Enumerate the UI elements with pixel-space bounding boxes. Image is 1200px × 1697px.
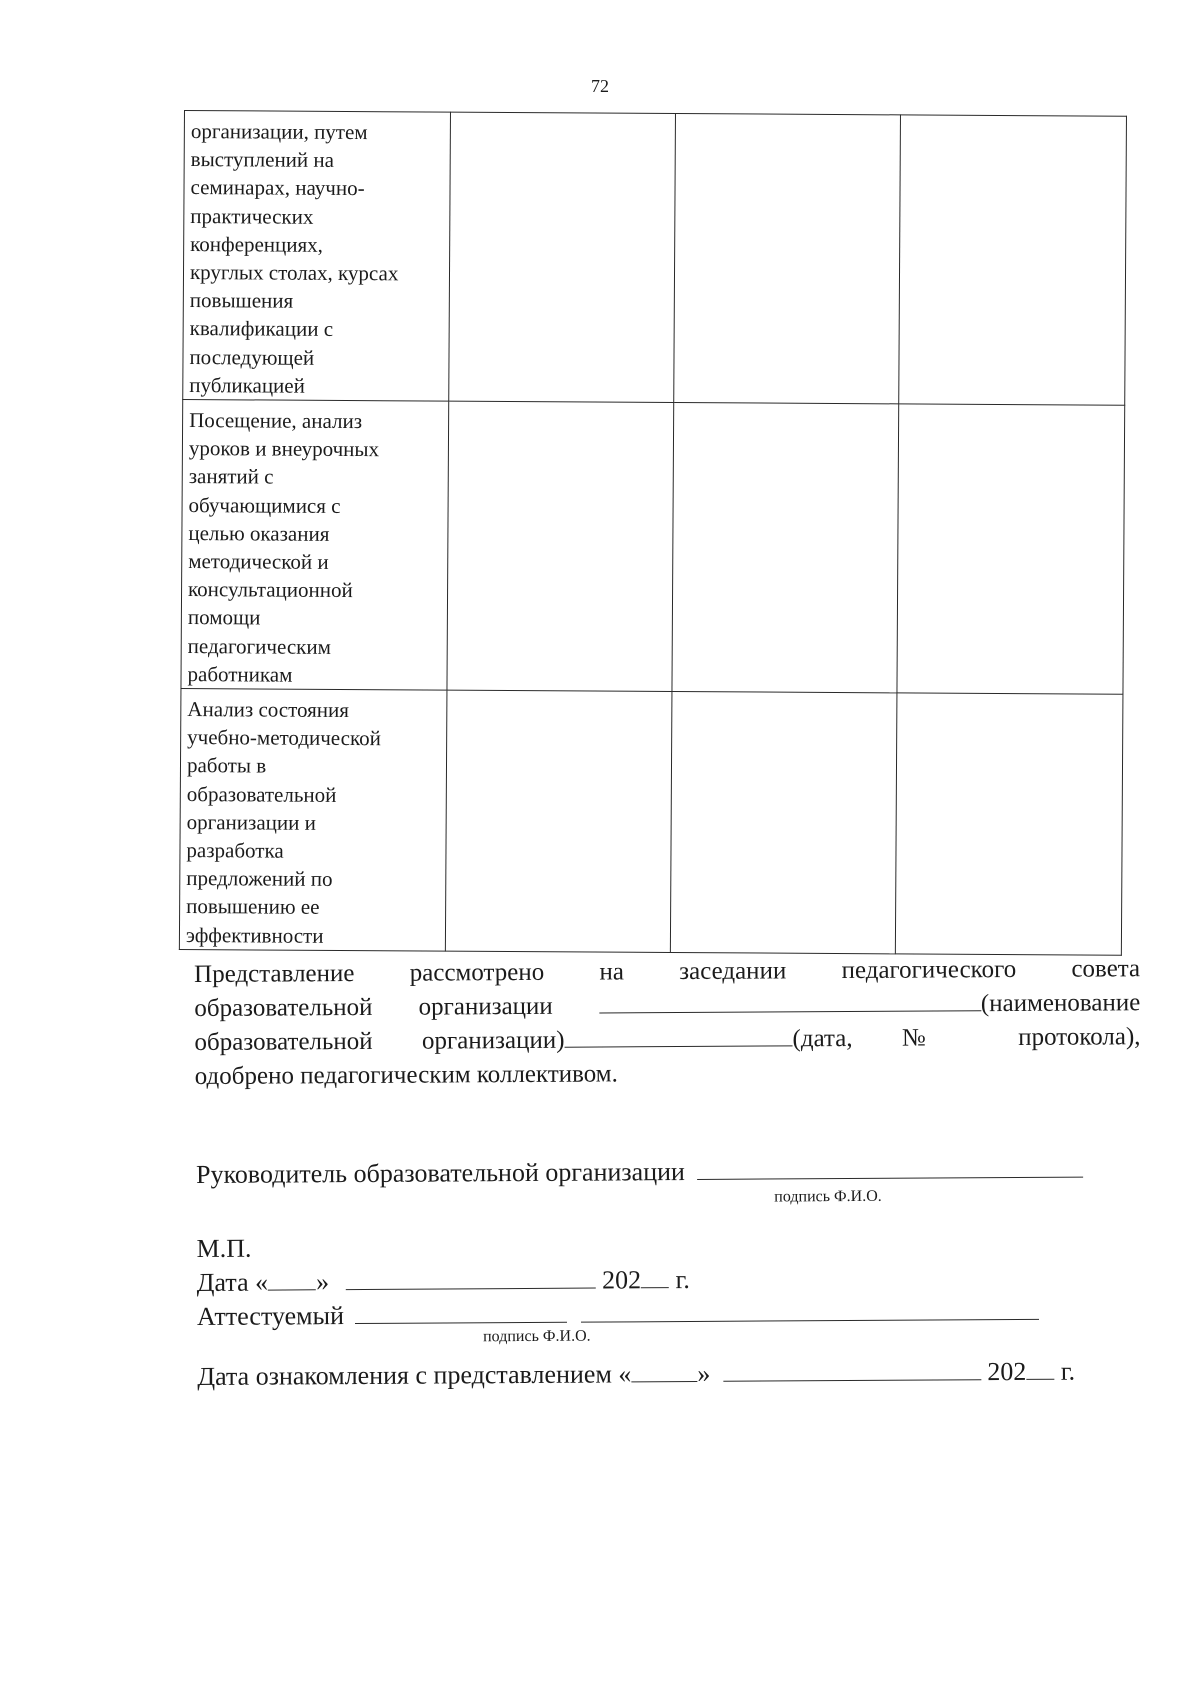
conclusion-line-3-start: образовательной организации) bbox=[194, 1026, 565, 1056]
empty-cell bbox=[445, 690, 672, 952]
director-label: Руководитель образовательной организации bbox=[196, 1157, 686, 1189]
empty-cell bbox=[897, 404, 1125, 694]
date-month-blank bbox=[345, 1266, 595, 1291]
criterion-text: Анализ состояния учебно-методической работы в образовательной организации и разработка предложений по повышению ее эффективности bbox=[185, 697, 381, 948]
conclusion-line-2-start: образовательной организации bbox=[194, 992, 553, 1022]
table-row bbox=[181, 400, 1125, 695]
attestee-row bbox=[197, 1296, 1147, 1336]
ack-year-suffix: г. bbox=[1054, 1356, 1076, 1386]
signature-block bbox=[196, 1154, 1147, 1396]
criterion-cell bbox=[183, 111, 451, 402]
date-year: 202 bbox=[601, 1265, 642, 1295]
empty-cell bbox=[449, 112, 676, 402]
table-row bbox=[179, 689, 1123, 956]
page-number: 72 bbox=[591, 76, 609, 96]
attestee-name-blank bbox=[581, 1297, 1039, 1323]
empty-cell bbox=[672, 403, 899, 693]
ack-year: 202 bbox=[987, 1356, 1027, 1387]
conclusion-line-2-end: (наименование bbox=[980, 989, 1141, 1018]
date-year-suffix: г. bbox=[668, 1264, 690, 1295]
date-prefix: Дата « bbox=[196, 1267, 269, 1297]
empty-cell bbox=[895, 693, 1123, 955]
criterion-cell bbox=[179, 689, 447, 951]
date-mid: » bbox=[315, 1267, 330, 1297]
stamp-label: М.П. bbox=[196, 1233, 252, 1263]
table-row bbox=[183, 111, 1127, 406]
attestee-label: Аттестуемый bbox=[196, 1301, 345, 1331]
acknowledgement-row bbox=[197, 1356, 1147, 1396]
conclusion-line-3 bbox=[194, 1020, 1140, 1060]
empty-cell bbox=[899, 115, 1127, 405]
empty-cell bbox=[447, 401, 674, 691]
date-year-blank bbox=[641, 1265, 669, 1288]
conclusion-line-1: Представление рассмотрено на заседании педагогического совета bbox=[194, 955, 1141, 988]
date-row bbox=[197, 1262, 1147, 1302]
director-signature-caption: подпись Ф.И.О. bbox=[774, 1187, 882, 1206]
conclusion-line-2 bbox=[194, 986, 1140, 1026]
conclusion-paragraph bbox=[194, 952, 1141, 1094]
org-name-blank bbox=[599, 988, 981, 1013]
director-signature-blank bbox=[697, 1155, 1083, 1180]
director-row bbox=[196, 1154, 1146, 1196]
empty-cell bbox=[674, 114, 901, 404]
date-day-blank bbox=[268, 1267, 316, 1290]
evaluation-table bbox=[179, 110, 1127, 956]
ack-day-blank bbox=[631, 1359, 697, 1382]
conclusion-line-3-end: (дата, № протокола), bbox=[792, 1023, 1141, 1053]
ack-prefix: Дата ознакомления с представлением « bbox=[197, 1359, 632, 1391]
ack-mid: » bbox=[697, 1358, 711, 1388]
criterion-cell bbox=[181, 400, 449, 691]
attestee-signature-blank bbox=[354, 1300, 566, 1324]
ack-month-blank bbox=[723, 1357, 981, 1382]
attestee-signature-caption: подпись Ф.И.О. bbox=[483, 1327, 591, 1346]
stamp-row bbox=[196, 1228, 1146, 1268]
criterion-text: организации, путем выступлений на семинарах, научно- практических конференциях, круглых столах, курсах повышения квалификации с последующей публикацией bbox=[189, 119, 399, 398]
empty-cell bbox=[670, 692, 897, 954]
ack-year-blank bbox=[1026, 1357, 1054, 1380]
conclusion-line-4: одобрено педагогическим коллективом. bbox=[194, 1060, 618, 1090]
date-protocol-blank bbox=[564, 1023, 792, 1047]
criterion-text: Посещение, анализ уроков и внеурочных занятий с обучающимися с целью оказания методической и консультационной помощи педагогическим работникам bbox=[187, 408, 380, 687]
